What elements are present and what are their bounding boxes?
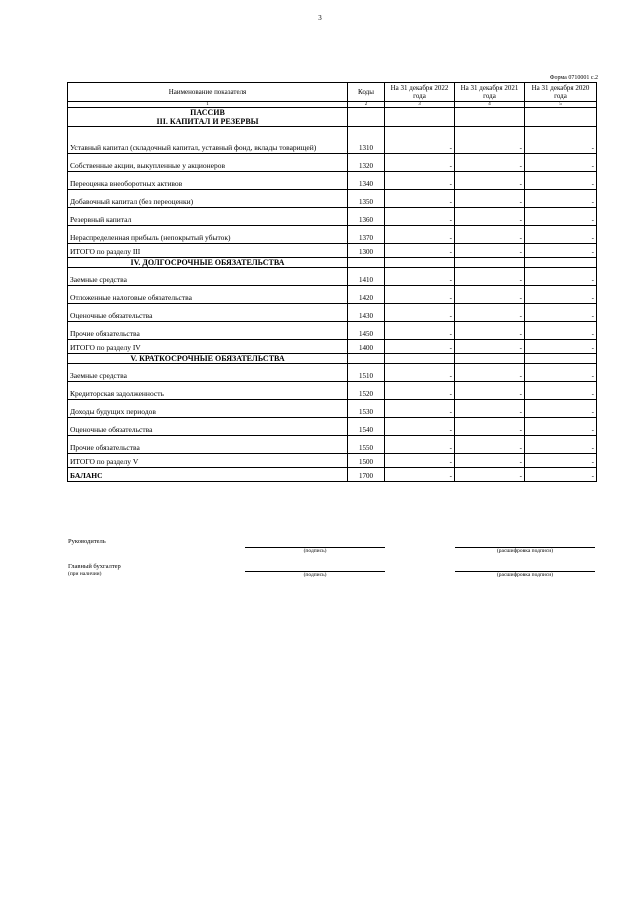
value-2021: - [455, 208, 525, 226]
chief-accountant-label: Главный бухгалтер [68, 563, 121, 570]
index-cell: 4 [455, 102, 525, 108]
table-row [68, 382, 597, 400]
form-code: Форма 0710001 с.2 [549, 75, 598, 81]
row-code: 1360 [348, 208, 385, 226]
row-name: Добавочный капитал (без переоценки) [68, 190, 348, 208]
value-2022: - [385, 190, 455, 208]
value-2022: - [385, 226, 455, 244]
table-row [68, 468, 597, 482]
row-code: 1520 [348, 382, 385, 400]
value-2020: - [525, 382, 597, 400]
row-code: 1370 [348, 226, 385, 244]
value-2020: - [525, 322, 597, 340]
row-code: 1500 [348, 454, 385, 468]
row-name: Доходы будущих периодов [68, 400, 348, 418]
value-2022: - [385, 154, 455, 172]
header-col2: На 31 декабря 2021 года [455, 83, 525, 102]
header-code: Коды [348, 83, 385, 102]
code-cell [348, 108, 385, 127]
table-row [68, 208, 597, 226]
code-cell [348, 354, 385, 364]
value-2021: - [455, 364, 525, 382]
row-name: Собственные акции, выкупленные у акционеров [68, 154, 348, 172]
row-code: 1300 [348, 244, 385, 258]
chief-signature-caption: (подпись) [303, 572, 327, 578]
index-cell: 5 [525, 102, 597, 108]
row-code: 1320 [348, 154, 385, 172]
value-cell [385, 354, 455, 364]
balance-table [67, 82, 597, 482]
row-name: Резервный капитал [68, 208, 348, 226]
chief-accountant-note: (при наличии) [68, 571, 102, 577]
value-2021: - [455, 304, 525, 322]
value-2021: - [455, 226, 525, 244]
value-2020: - [525, 127, 597, 154]
row-name: Заемные средства [68, 268, 348, 286]
value-cell [455, 258, 525, 268]
value-2021: - [455, 468, 525, 482]
table-row [68, 322, 597, 340]
value-cell [385, 258, 455, 268]
value-2020: - [525, 454, 597, 468]
value-cell [385, 108, 455, 127]
value-2022: - [385, 400, 455, 418]
row-name: Уставный капитал (складочный капитал, уставный фонд, вклады товарищей) [68, 127, 348, 154]
header-name: Наименование показателя [68, 83, 348, 102]
value-2022: - [385, 268, 455, 286]
code-cell [348, 258, 385, 268]
liabilities-title: ПАССИВ [190, 108, 225, 117]
table-row [68, 340, 597, 354]
value-2022: - [385, 364, 455, 382]
value-2022: - [385, 382, 455, 400]
value-2022: - [385, 127, 455, 154]
value-2020: - [525, 340, 597, 354]
table-body [68, 108, 597, 482]
section-title: IV. ДОЛГОСРОЧНЫЕ ОБЯЗАТЕЛЬСТВА [130, 258, 285, 267]
table-row [68, 436, 597, 454]
section-header-row [68, 258, 597, 268]
section-header-row [68, 108, 597, 127]
row-code: 1450 [348, 322, 385, 340]
row-code: 1340 [348, 172, 385, 190]
row-code: 1400 [348, 340, 385, 354]
value-2021: - [455, 400, 525, 418]
value-2022: - [385, 340, 455, 354]
head-label: Руководитель [68, 538, 106, 545]
row-name: БАЛАНС [68, 468, 348, 482]
index-cell: 1 [68, 102, 348, 108]
table-row [68, 286, 597, 304]
table-row [68, 454, 597, 468]
row-code: 1530 [348, 400, 385, 418]
value-2021: - [455, 418, 525, 436]
section-title: V. КРАТКОСРОЧНЫЕ ОБЯЗАТЕЛЬСТВА [130, 354, 285, 363]
value-2021: - [455, 454, 525, 468]
table-row [68, 190, 597, 208]
value-2021: - [455, 244, 525, 258]
section-title-cell [68, 108, 348, 127]
value-2020: - [525, 286, 597, 304]
value-2022: - [385, 286, 455, 304]
head-signature-caption: (подпись) [303, 548, 327, 554]
row-name: Оценочные обязательства [68, 304, 348, 322]
row-name: ИТОГО по разделу IV [68, 340, 348, 354]
value-2020: - [525, 190, 597, 208]
value-2022: - [385, 436, 455, 454]
row-code: 1350 [348, 190, 385, 208]
index-cell: 3 [385, 102, 455, 108]
row-name: Прочие обязательства [68, 436, 348, 454]
table-row [68, 226, 597, 244]
table-row [68, 268, 597, 286]
table-row [68, 172, 597, 190]
value-2021: - [455, 172, 525, 190]
value-2022: - [385, 468, 455, 482]
value-2022: - [385, 244, 455, 258]
value-2021: - [455, 154, 525, 172]
value-2021: - [455, 340, 525, 354]
row-code: 1430 [348, 304, 385, 322]
value-2020: - [525, 400, 597, 418]
value-2022: - [385, 322, 455, 340]
section-title-cell [68, 258, 348, 268]
value-2021: - [455, 286, 525, 304]
value-cell [455, 108, 525, 127]
value-2020: - [525, 226, 597, 244]
row-name: Заемные средства [68, 364, 348, 382]
row-code: 1700 [348, 468, 385, 482]
row-name: Оценочные обязательства [68, 418, 348, 436]
value-2021: - [455, 268, 525, 286]
row-name: ИТОГО по разделу V [68, 454, 348, 468]
value-2022: - [385, 208, 455, 226]
value-2022: - [385, 418, 455, 436]
value-2021: - [455, 127, 525, 154]
row-code: 1550 [348, 436, 385, 454]
table-row [68, 244, 597, 258]
row-name: Нераспределенная прибыль (непокрытый убыток) [68, 226, 348, 244]
row-code: 1510 [348, 364, 385, 382]
header-col3: На 31 декабря 2020 года [525, 83, 597, 102]
header-row [68, 83, 597, 102]
value-cell [525, 354, 597, 364]
row-name: Переоценка внеоборотных активов [68, 172, 348, 190]
value-2020: - [525, 154, 597, 172]
row-name: Прочие обязательства [68, 322, 348, 340]
value-2020: - [525, 208, 597, 226]
page-number: 3 [318, 14, 322, 22]
row-code: 1420 [348, 286, 385, 304]
value-2022: - [385, 172, 455, 190]
table-row [68, 418, 597, 436]
table-row [68, 400, 597, 418]
section-header-row [68, 354, 597, 364]
value-2021: - [455, 436, 525, 454]
value-2022: - [385, 454, 455, 468]
value-cell [455, 354, 525, 364]
row-name: Кредиторская задолженность [68, 382, 348, 400]
value-2021: - [455, 190, 525, 208]
table-row [68, 364, 597, 382]
row-code: 1310 [348, 127, 385, 154]
chief-decoding-caption: (расшифровка подписи) [496, 572, 554, 578]
value-2020: - [525, 436, 597, 454]
value-2020: - [525, 364, 597, 382]
value-2020: - [525, 468, 597, 482]
table-row [68, 154, 597, 172]
index-cell: 2 [348, 102, 385, 108]
value-2021: - [455, 322, 525, 340]
table-row [68, 304, 597, 322]
section-title: III. КАПИТАЛ И РЕЗЕРВЫ [156, 117, 259, 126]
value-2020: - [525, 304, 597, 322]
value-2022: - [385, 304, 455, 322]
row-name: Отложенные налоговые обязательства [68, 286, 348, 304]
row-code: 1410 [348, 268, 385, 286]
value-cell [525, 258, 597, 268]
value-2020: - [525, 268, 597, 286]
table-row [68, 127, 597, 154]
value-2020: - [525, 172, 597, 190]
value-2020: - [525, 418, 597, 436]
value-cell [525, 108, 597, 127]
header-col1: На 31 декабря 2022 года [385, 83, 455, 102]
value-2021: - [455, 382, 525, 400]
section-title-cell [68, 354, 348, 364]
head-decoding-caption: (расшифровка подписи) [496, 548, 554, 554]
row-code: 1540 [348, 418, 385, 436]
value-2020: - [525, 244, 597, 258]
row-name: ИТОГО по разделу III [68, 244, 348, 258]
